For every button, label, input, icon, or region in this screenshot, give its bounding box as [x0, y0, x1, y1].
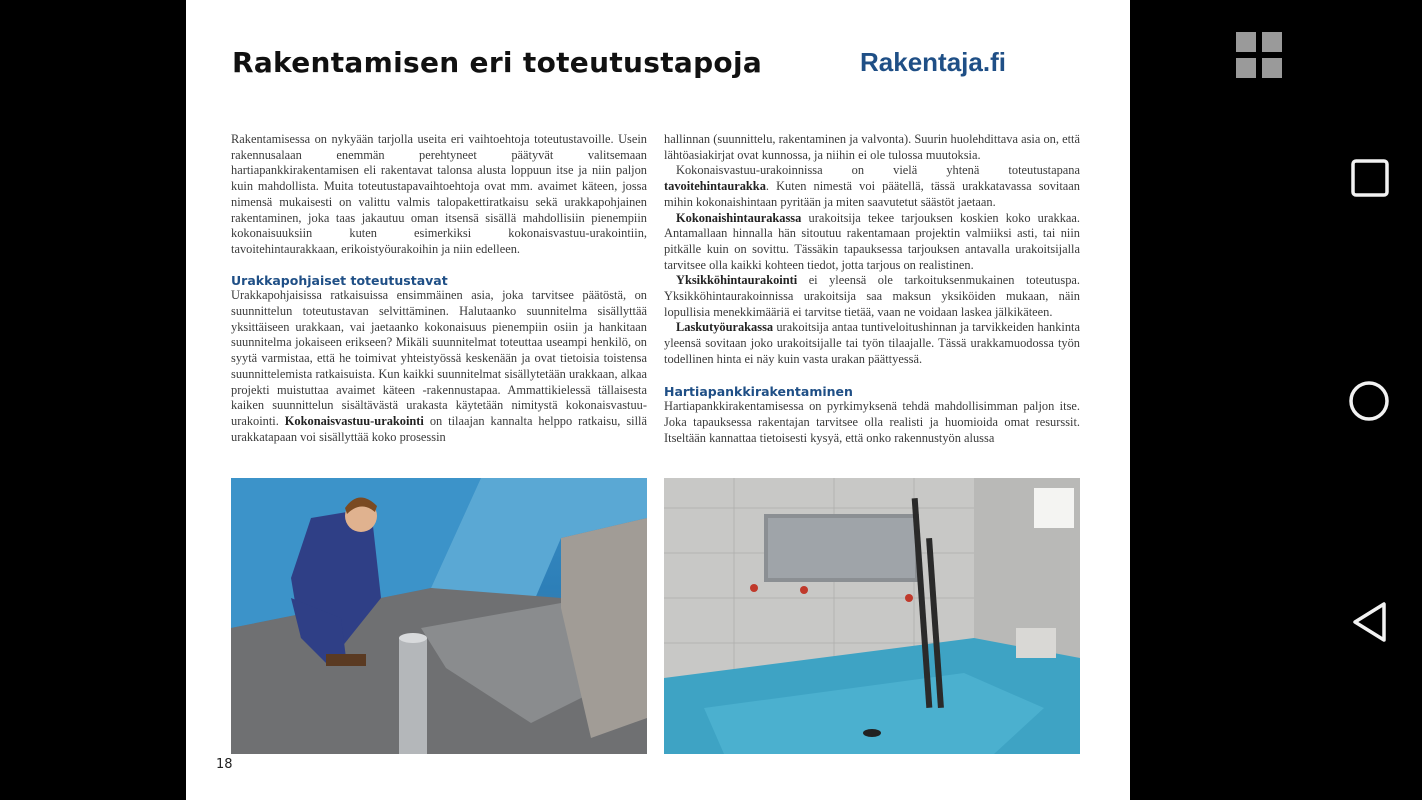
intro-paragraph: Rakentamisessa on nykyään tarjolla useita eri vaihtoehtoja toteutustavoille. Usein rakennusalaan enemmän perehtyneet päätyvät valitsemaan hartiapankkirakentamisen eli rakentavat talonsa alusta loppuun itse ja niin paljon kuin mahdollista. Muita toteutustapavaihtoehtoja ovat mm. avaimet käteen, jossa nimensä mukaisesti on valittu valmis talopakettiratkaisu sekä urakkapohjainen rakentaminen, joka taas jakautuu oman itsensä sisällä mahdollisiin pienempiin kokonaisuuksiin kuten esimerkiksi kokonaisvastuu-urakointiin, tavoitehintaurakkaan, erikoistyöurakoihin ja niin edelleen.: [231, 132, 647, 256]
paragraph-6: Hartiapankkirakentamisessa on pyrkimyksenä tehdä mahdollisimman paljon itse. Joka tapauksessa rakentajan tarvitsee olla realisti ja huomioida omat resurssit. Itseltään kannattaa tietoisesti kysyä, että onko rakennustyön alussa: [664, 399, 1080, 445]
home-button[interactable]: [1344, 376, 1394, 426]
recent-apps-button[interactable]: [1346, 154, 1394, 202]
page-number: 18: [216, 757, 233, 772]
paragraph-4: Yksikköhintaurakointi ei yleensä ole tarkoituksenmukainen toteutuspa. Yksikköhintaurakoinnissa urakoitsija saa maksun yksiköiden mukaan, näin lopullisia menekkimääriä ei tarvitse tietää, vaan ne voidaan laskea jälkikäteen.: [664, 273, 1080, 319]
paragraph-2: Kokonaisvastuu-urakoinnissa on vielä yhtenä toteutustapana tavoitehintaurakka. Kuten nimestä voi päätellä, tässä urakkatavassa sovitaan mihin kokonaishintaan pyritään ja miten saavutetut säästöt jaetaan.: [664, 163, 1080, 209]
triangle-back-icon: [1350, 600, 1390, 644]
page-title: Rakentamisen eri toteutustapoja: [232, 46, 763, 79]
urakka-paragraph: Urakkapohjaisissa ratkaisuissa ensimmäinen asia, joka tarvitsee päätöstä, on suunnittelun toteutustavan selvittäminen. Halutaanko suunnitelma sisällyttää yksittäiseen urakkaan, vai jaetaanko kokonaisuus pienempiin osiin ja hankitaan suunnitelma jokaiseen erikseen? Mikäli suunnitelmat toteuttaa useampi henkilö, on syytä varmistaa, että he toimivat yhteistyössä keskenään ja ovat tietoisia toistensa suunnittelemista ratkaisuista. Kun kaikki suunnitelmat sisällytetään urakkaan, alkaa projekti muistuttaa avaimet käteen -rakennustapaa. Ammattikielessä tällaisesta kaiken suunnittelun sisältävästä urakasta käytetään nimitystä kokonaisvastuu-urakointi. Kokonaisvastuu-urakointi on tilaajan kannalta helppo ratkaisu, sillä urakkatapaan voi sisällyttää koko prosessin: [231, 288, 647, 444]
circle-icon: [1347, 379, 1391, 423]
paragraph-3: Kokonaishintaurakassa urakoitsija tekee tarjouksen koskien koko urakkaa. Antamallaan hinnalla hän sitoutuu rakentamaan projektin valmiiksi asti, tai niin pitkälle kuin on sovittu. Tässäkin tapauksessa tarjouksen antavalla urakoitsijalla tarvitsee olla kaikki kohteen tiedot, jotta tarjous on realistinen.: [664, 210, 1080, 272]
right-text-column: [664, 132, 1080, 446]
paragraph-1: hallinnan (suunnittelu, rakentaminen ja valvonta). Suurin huolehdittava asia on, että lähtöasiakirjat ovat kunnossa, ja niihin ei ole tulossa muutoksia.: [664, 132, 1080, 162]
left-text-column: [231, 132, 647, 445]
brand-logo: Rakentaja.fi: [860, 47, 1006, 77]
apps-grid-button[interactable]: [1236, 32, 1284, 80]
photo-bathroom-tiles: [664, 478, 1080, 754]
paragraph-5: Laskutyöurakassa urakoitsija antaa tuntiveloitushinnan ja tarvikkeiden hankinta yleensä sovitaan joko urakoitsijalle tai työn tilaajalle. Tässä urakkamuodossa työn todellinen hinta ei näy kuin vasta urakan päättyessä.: [664, 320, 1080, 366]
section-heading-hartiapankki: Hartiapankkirakentaminen: [664, 383, 853, 399]
photo-floor-insulation: [231, 478, 647, 754]
back-button[interactable]: [1346, 598, 1394, 646]
square-icon: [1350, 158, 1390, 198]
magazine-page: [186, 0, 1130, 800]
grid-icon: [1236, 32, 1284, 80]
section-heading-urakkapohjaiset: Urakkapohjaiset toteutustavat: [231, 272, 448, 288]
